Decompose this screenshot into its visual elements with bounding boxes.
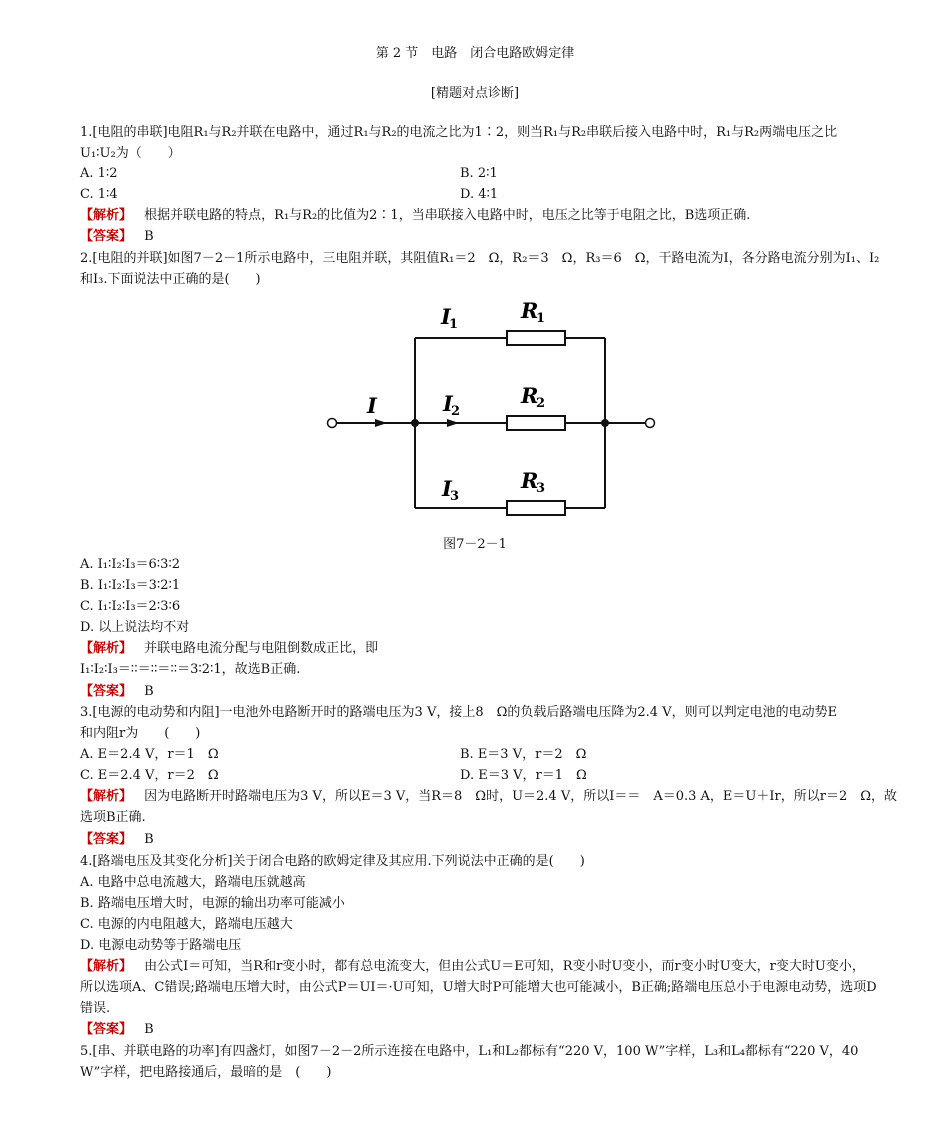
figure-caption: 图7－2－1 [443,537,507,552]
q4-option-c: C. 电源的内电阻越大，路端电压越大 [80,917,293,932]
q2-analysis-line2: I₁∶I₂∶I₃＝∶∶＝∶∶＝∶∶＝3∶2∶1，故选B正确. [80,662,301,677]
analysis-tag: 【解析】 [80,959,133,974]
q4-analysis-line3: 错误. [80,1001,111,1016]
label-i3: I [442,476,452,501]
label-r3-sub: 3 [536,481,546,496]
label-r2-sub: 2 [536,396,546,411]
label-r3: R [521,468,539,493]
q2-stem-line2: 和I₃.下面说法中正确的是( ) [80,272,261,287]
q2-option-c: C. I₁∶I₂∶I₃＝2∶3∶6 [80,599,181,614]
q3-option-d: D. E＝3 V，r＝1 Ω [460,768,587,783]
q2-answer [80,683,154,701]
section-subtitle: [精题对点诊断] [430,86,520,101]
q3-stem-line2: 和内阻r为 ( ) [80,726,201,741]
q3-option-c: C. E＝2.4 V，r＝2 Ω [80,768,219,783]
circuit-diagram [325,295,665,520]
answer-text: B [144,229,154,244]
q4-analysis [80,958,865,976]
q1-stem-line2: U₁∶U₂为（ ） [80,146,181,161]
resistor-r3 [507,501,565,515]
label-r2: R [521,383,539,408]
label-r1: R [521,298,539,323]
q4-option-b: B. 路端电压增大时，电源的输出功率可能减小 [80,896,345,911]
q2-option-d: D. 以上说法均不对 [80,620,190,635]
q1-option-c: C. 1∶4 [80,187,118,202]
analysis-tag: 【解析】 [80,208,133,223]
q5-stem-line1: 5.[串、并联电路的功率]有四盏灯，如图7－2－2所示连接在电路中，L₁和L₂都标有“220 V，100 W”字样，L₃和L₄都标有“220 V，40 [80,1044,859,1059]
q4-analysis-line2: 所以选项A、C错误;路端电压增大时，由公式P＝UI＝·U可知，U增大时P可能增大也可能减小，B正确;路端电压总小于电源电动势，选项D [80,980,877,995]
answer-tag: 【答案】 [80,684,133,699]
q3-analysis-line2: 选项B正确. [80,810,146,825]
q4-option-a: A. 电路中总电流越大，路端电压就越高 [80,875,306,890]
q3-option-a: A. E＝2.4 V，r＝1 Ω [80,747,219,762]
resistor-r1 [507,331,565,345]
right-terminal [646,419,655,428]
q1-answer [80,228,154,246]
q1-stem-line1: 1.[电阻的串联]电阻R₁与R₂并联在电路中，通过R₁与R₂的电流之比为1∶2，则当R₁与R₂串联后接入电路中时，R₁与R₂两端电压之比 [80,125,838,140]
answer-tag: 【答案】 [80,832,133,847]
q1-option-b: B. 2∶1 [460,166,498,181]
resistor-r2 [507,416,565,430]
analysis-tag: 【解析】 [80,641,133,656]
page-title: 第 2 节 电路 闭合电路欧姆定律 [375,46,575,61]
q3-stem-line1: 3.[电源的电动势和内阻]一电池外电路断开时的路端电压为3 V，接上8 Ω的负载后路端电压降为2.4 V，则可以判定电池的电动势E [80,705,838,720]
q1-option-d: D. 4∶1 [460,187,499,202]
q3-analysis [80,788,897,806]
answer-tag: 【答案】 [80,229,133,244]
label-i2: I [443,391,453,416]
q3-answer [80,831,154,849]
label-i1: I [441,304,451,329]
answer-text: B [144,1022,154,1037]
label-i: I [367,393,377,418]
analysis-text: 由公式I＝可知，当R和r变小时，都有总电流变大，但由公式U＝E可知，R变小时U变小，而r变小时U变大，r变大时U变小， [144,959,865,974]
label-i3-sub: 3 [450,489,460,504]
q4-option-d: D. 电源电动势等于路端电压 [80,938,242,953]
q2-stem-line1: 2.[电阻的并联]如图7－2－1所示电路中，三电阻并联，其阻值R₁＝2 Ω，R₂＝3 Ω，R₃＝6 Ω，干路电流为I，各分路电流分别为I₁、I₂ [80,251,880,266]
answer-text: B [144,684,154,699]
arrow-branch2 [447,419,459,427]
right-junction [601,419,609,427]
label-i2-sub: 2 [451,404,461,419]
left-junction [411,419,419,427]
q1-analysis [80,207,750,225]
q1-option-a: A. 1∶2 [80,166,118,181]
analysis-text: 并联电路电流分配与电阻倒数成正比，即 [144,641,379,656]
answer-tag: 【答案】 [80,1022,133,1037]
q5-stem-line2: W”字样，把电路接通后，最暗的是 ( ) [80,1065,332,1080]
analysis-text: 因为电路断开时路端电压为3 V，所以E＝3 V，当R＝8 Ω时，U＝2.4 V，所以I＝＝ A＝0.3 A，E＝U＋Ir，所以r＝2 Ω，故 [144,789,897,804]
analysis-tag: 【解析】 [80,789,133,804]
q2-option-a: A. I₁∶I₂∶I₃＝6∶3∶2 [80,557,181,572]
q3-option-b: B. E＝3 V，r＝2 Ω [460,747,587,762]
left-terminal [328,419,337,428]
q4-answer [80,1021,154,1039]
answer-text: B [144,832,154,847]
q2-analysis [80,640,378,658]
q2-option-b: B. I₁∶I₂∶I₃＝3∶2∶1 [80,578,181,593]
label-i1-sub: 1 [449,317,459,332]
analysis-text: 根据并联电路的特点，R₁与R₂的比值为2∶1，当串联接入电路中时，电压之比等于电阻之比，B选项正确. [144,208,751,223]
arrow-main [375,419,387,427]
label-r1-sub: 1 [536,311,546,326]
q4-stem: 4.[路端电压及其变化分析]关于闭合电路的欧姆定律及其应用.下列说法中正确的是( ) [80,854,585,869]
